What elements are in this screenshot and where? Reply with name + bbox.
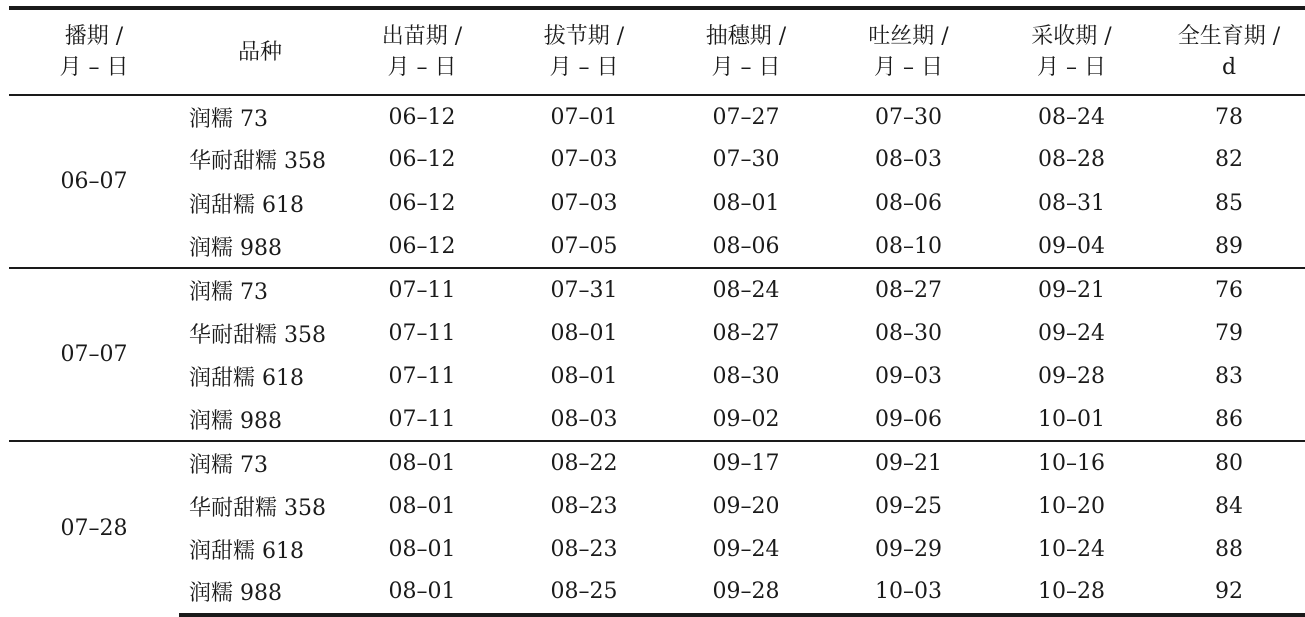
variety-cell: 润糯 988 [189,408,282,434]
table-row [9,571,1305,614]
harvest-cell: 10–16 [990,441,1153,484]
table-row [9,441,1305,484]
silking-cell: 09–06 [875,406,942,432]
heading-cell: 08–30 [712,363,780,389]
table-row [9,182,1305,225]
header-harvest: 采收期 / 月 – 日 [990,8,1153,95]
duration-cell: 79 [1215,320,1243,346]
variety-cell: 华耐甜糯 358 [189,322,326,348]
harvest-cell: 09–21 [990,268,1153,311]
variety-cell: 润糯 73 [189,106,268,132]
silking-cell: 08–30 [875,320,942,346]
silking-cell: 08–27 [827,268,990,311]
table-row [9,311,1305,354]
header-row [9,8,1305,95]
header-duration: 全生育期 / d [1153,8,1305,95]
variety-cell: 润糯 988 [179,571,341,614]
jointing-cell: 08–23 [550,493,618,519]
silking-cell: 09–03 [875,363,942,389]
header-heading: 抽穗期 / 月 – 日 [665,8,827,95]
heading-cell: 09–28 [665,571,827,614]
harvest-cell: 09–04 [1038,233,1105,259]
table-row [9,355,1305,398]
jointing-cell: 08–23 [550,537,618,563]
jointing-cell: 07–05 [550,233,618,259]
sowing-date-cell: 06–07 [60,169,128,195]
jointing-cell: 08–01 [550,320,618,346]
emergence-cell: 06–12 [388,233,456,259]
duration-cell: 80 [1153,441,1305,484]
sowing-date-cell: 07–07 [9,268,179,441]
jointing-cell: 08–22 [503,441,665,484]
variety-cell: 华耐甜糯 358 [189,149,326,175]
table-row [9,528,1305,571]
duration-cell: 88 [1215,537,1243,563]
duration-cell: 83 [1215,363,1243,389]
harvest-cell: 08–31 [1038,190,1105,216]
emergence-cell: 06–12 [388,147,456,173]
variety-cell: 润甜糯 618 [189,192,304,218]
table-row [9,398,1305,441]
silking-cell: 08–06 [875,190,942,216]
jointing-cell: 08–01 [550,363,618,389]
emergence-cell: 06–12 [388,190,456,216]
harvest-cell: 10–20 [1038,493,1105,519]
jointing-cell: 07–31 [503,268,665,311]
table-row [9,95,1305,138]
jointing-cell: 07–03 [550,190,618,216]
silking-cell: 08–03 [875,147,942,173]
harvest-cell: 10–01 [1038,406,1105,432]
variety-cell: 润甜糯 618 [189,365,304,391]
header-emergence: 出苗期 / 月 – 日 [341,8,503,95]
emergence-cell: 08–01 [388,537,456,563]
emergence-cell: 07–11 [388,406,456,432]
header-jointing: 拔节期 / 月 – 日 [503,8,665,95]
duration-cell: 92 [1153,571,1305,614]
header-silking: 吐丝期 / 月 – 日 [827,8,990,95]
silking-cell: 08–10 [875,233,942,259]
jointing-cell: 08–25 [503,571,665,614]
emergence-cell: 07–11 [388,320,456,346]
silking-cell: 09–29 [875,537,942,563]
heading-cell: 08–01 [712,190,780,216]
duration-cell: 78 [1215,104,1243,130]
duration-cell: 85 [1215,190,1243,216]
jointing-cell: 08–03 [550,406,618,432]
sowing-group [9,268,1305,441]
heading-cell: 07–27 [712,104,780,130]
sowing-group [9,441,1305,614]
table-row [9,225,1305,268]
heading-cell: 08–24 [665,268,827,311]
emergence-cell: 06–12 [388,104,456,130]
duration-cell: 89 [1215,233,1243,259]
harvest-cell: 09–24 [1038,320,1105,346]
table-header [9,8,1305,95]
duration-cell: 86 [1215,406,1243,432]
header-variety: 品种 [179,8,341,95]
harvest-cell: 10–28 [990,571,1153,614]
heading-cell: 09–17 [665,441,827,484]
jointing-cell: 07–01 [550,104,618,130]
variety-cell: 润甜糯 618 [189,539,304,565]
variety-cell: 润糯 988 [189,235,282,261]
growth-period-table [9,6,1305,617]
jointing-cell: 07–03 [550,147,618,173]
emergence-cell: 08–01 [341,441,503,484]
harvest-cell: 08–28 [1038,147,1105,173]
emergence-cell: 07–11 [341,268,503,311]
emergence-cell: 08–01 [388,493,456,519]
harvest-cell: 09–28 [1038,363,1105,389]
heading-cell: 08–27 [712,320,780,346]
emergence-cell: 07–11 [388,363,456,389]
duration-cell: 84 [1215,493,1243,519]
header-sowing-date: 播期 / 月 – 日 [9,8,179,95]
heading-cell: 09–24 [712,537,780,563]
heading-cell: 08–06 [712,233,780,259]
duration-cell: 76 [1153,268,1305,311]
variety-cell: 华耐甜糯 358 [189,495,326,521]
sowing-group [9,95,1305,268]
table-row [9,268,1305,311]
emergence-cell: 08–01 [341,571,503,614]
table-row [9,138,1305,181]
heading-cell: 09–02 [712,406,780,432]
sowing-date-cell: 07–28 [9,441,179,614]
duration-cell: 82 [1215,147,1243,173]
heading-cell: 09–20 [712,493,780,519]
variety-cell: 润糯 73 [179,268,341,311]
table-row [9,485,1305,528]
silking-cell: 09–21 [827,441,990,484]
silking-cell: 07–30 [875,104,942,130]
harvest-cell: 10–24 [1038,537,1105,563]
heading-cell: 07–30 [712,147,780,173]
silking-cell: 10–03 [827,571,990,614]
harvest-cell: 08–24 [1038,104,1105,130]
variety-cell: 润糯 73 [179,441,341,484]
silking-cell: 09–25 [875,493,942,519]
